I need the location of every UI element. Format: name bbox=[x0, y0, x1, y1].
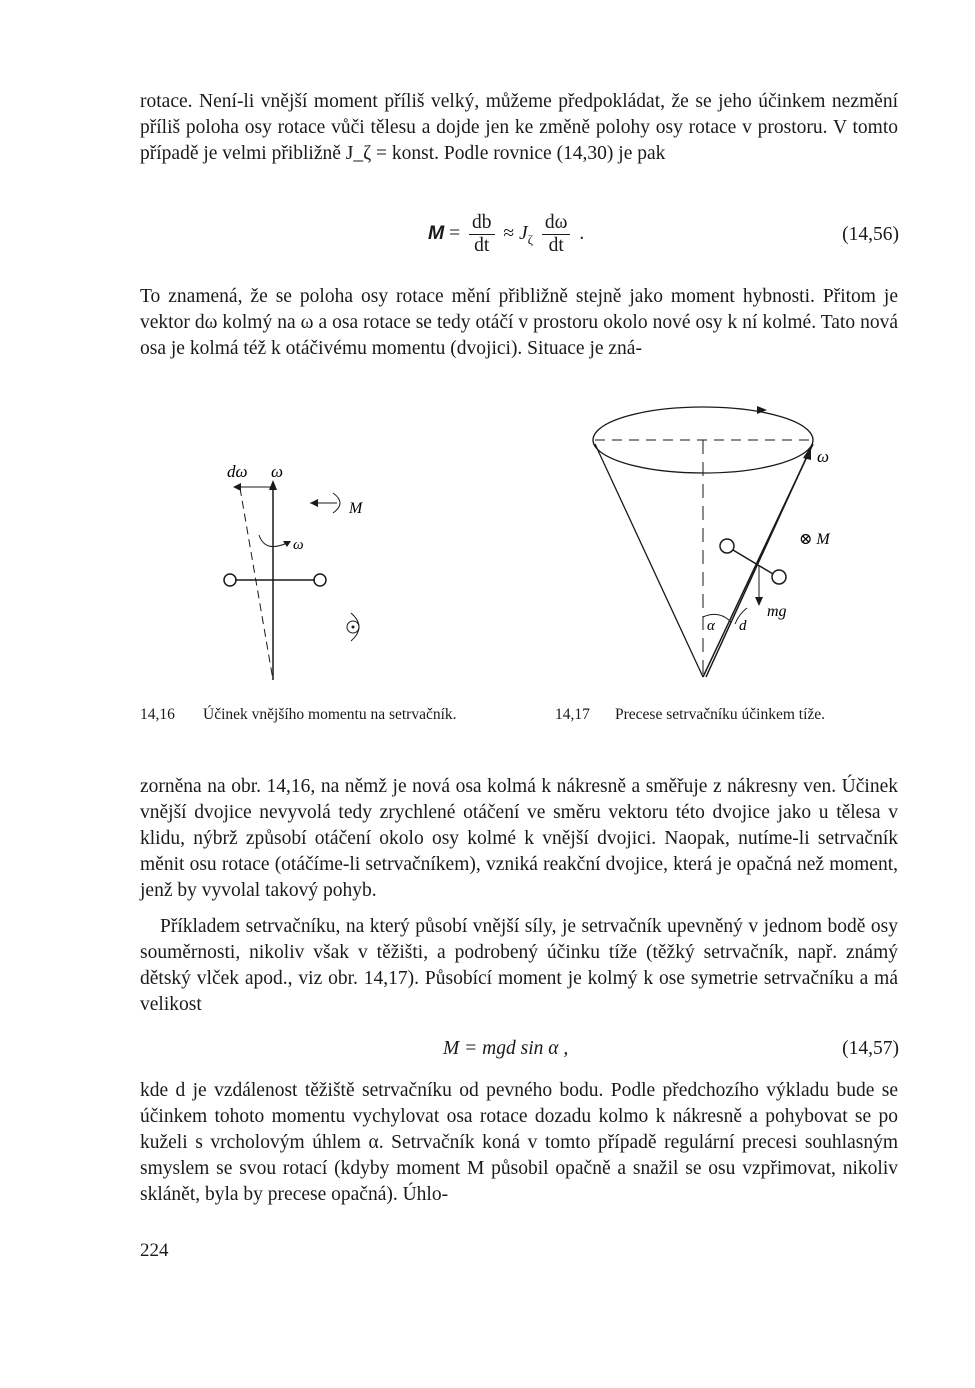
eq-period: . bbox=[579, 222, 585, 244]
cone-left-edge bbox=[595, 444, 703, 677]
moment-arrowhead bbox=[310, 499, 318, 507]
label-omega-vector: ω⃗ bbox=[817, 447, 843, 466]
equation-14-56 bbox=[428, 212, 584, 257]
fraction-domega-dt bbox=[542, 212, 571, 257]
fraction-denominator: dt bbox=[548, 235, 564, 256]
eq-coefficient: J bbox=[518, 222, 528, 244]
lower-mass bbox=[772, 570, 786, 584]
label-alpha: α bbox=[707, 618, 715, 634]
figure-14-16 bbox=[215, 455, 395, 685]
paragraph-4: Příkladem setrvačníku, na který působí vnější síly, je setrvačník upevněný v jednom bodě osy souměrnosti, nikoliv však v těžišti, a podrobený účinku tíže (těžký setrvačník, např. známý dětský vlček apod., viz obr. 14,17). Působící moment je kolmý k ose symetrie setrvačníku a má velikost bbox=[140, 916, 898, 1015]
upper-mass bbox=[720, 539, 734, 553]
fraction-denominator: dt bbox=[474, 235, 490, 256]
gravity-arrowhead bbox=[755, 597, 763, 606]
fraction-db-dt bbox=[469, 212, 495, 257]
right-mass bbox=[314, 574, 326, 586]
label-omega: ω bbox=[293, 537, 304, 553]
caption-number-14-17: 14,17 bbox=[555, 706, 590, 723]
eq-lhs: M bbox=[428, 221, 445, 244]
figure-14-17 bbox=[585, 402, 860, 687]
caption-text-14-16: Účinek vnějšího momentu na setrvačník. bbox=[203, 706, 457, 723]
equation-number: (14,56) bbox=[842, 224, 899, 245]
label-domega: dω⃗ bbox=[227, 462, 261, 481]
domega-arrowhead bbox=[233, 483, 241, 491]
page-number: 224 bbox=[140, 1240, 169, 1261]
label-omega-vector: ω⃗ bbox=[271, 462, 297, 481]
paragraph-2: To znamená, že se poloha osy rotace mění přibližně stejně jako moment hybnosti. Přitom je vektor dω kolmý na ω a osa rotace se tedy otáčí v prostoru okolo nové osy k ní kolmé. Tato nová osa je kolmá též k otáčivému momentu (dvojici). Situace je zná- bbox=[140, 286, 898, 359]
equation-14-57: M = mgd sin α , bbox=[443, 1038, 569, 1059]
label-mg: mg⃗ bbox=[767, 603, 799, 620]
eq-approx: ≈ bbox=[503, 222, 515, 244]
eq-coefficient-subscript: ζ bbox=[527, 231, 533, 247]
label-moment: ⊗ M⃗ bbox=[799, 531, 843, 548]
fraction-numerator: db bbox=[469, 212, 495, 235]
caption-text-14-17: Precese setrvačníku účinkem tíže. bbox=[615, 706, 826, 723]
paragraph-3: zorněna na obr. 14,16, na němž je nová osa kolmá k nákresně a směřuje z nákresny ven. Účinek vnější dvojice nevyvolá tedy zrychlené otáčení ve směru vektoru této dvojice jako u tělesa v klidu, nýbrž způsobí otáčení okolo osy kolmé k vnější dvojici. Naopak, nutíme-li setrvačník měnit osu rotace (otáčíme-li setrvačníkem), vzniká reakční dvojice, která je opačná než moment, jenž by vyvolal takový pohyb. bbox=[140, 776, 898, 901]
out-of-page-dot bbox=[352, 626, 355, 629]
axis-arrowhead bbox=[269, 480, 277, 490]
fraction-numerator: dω bbox=[542, 212, 571, 235]
label-moment: M⃗ bbox=[349, 500, 375, 517]
label-d: d bbox=[739, 618, 747, 634]
paragraph-1: rotace. Není-li vnější moment příliš velký, můžeme předpokládat, že se jeho účinkem nezmění příliš poloha osy rotace vůči tělesu a dojde jen ke změně polohy osy rotace v prostoru. V tomto případě je velmi přibližně J_ζ = konst. Podle rovnice (14,30) je pak bbox=[140, 91, 898, 164]
eq-equals: = bbox=[449, 222, 461, 244]
paragraph-5: kde d je vzdálenost těžiště setrvačníku od pevného bodu. Podle předchozího výkladu bude se účinkem tohoto momentu vychylovat osa rotace dozadu kolmo k nákresně a pohybovat se po kuželi s vrcholovým úhlem α. Setrvačník koná v tomto případě regulární precesi souhlasným smyslem se svou rotací (kdyby moment M působil opačně a snažil se osu vzpřimovat, nikoliv sklánět, byla by precese opačná). Úhlo- bbox=[140, 1080, 898, 1205]
caption-number-14-16: 14,16 bbox=[140, 706, 175, 723]
left-mass bbox=[224, 574, 236, 586]
dashed-axis bbox=[240, 488, 273, 680]
equation-number: (14,57) bbox=[842, 1038, 899, 1059]
